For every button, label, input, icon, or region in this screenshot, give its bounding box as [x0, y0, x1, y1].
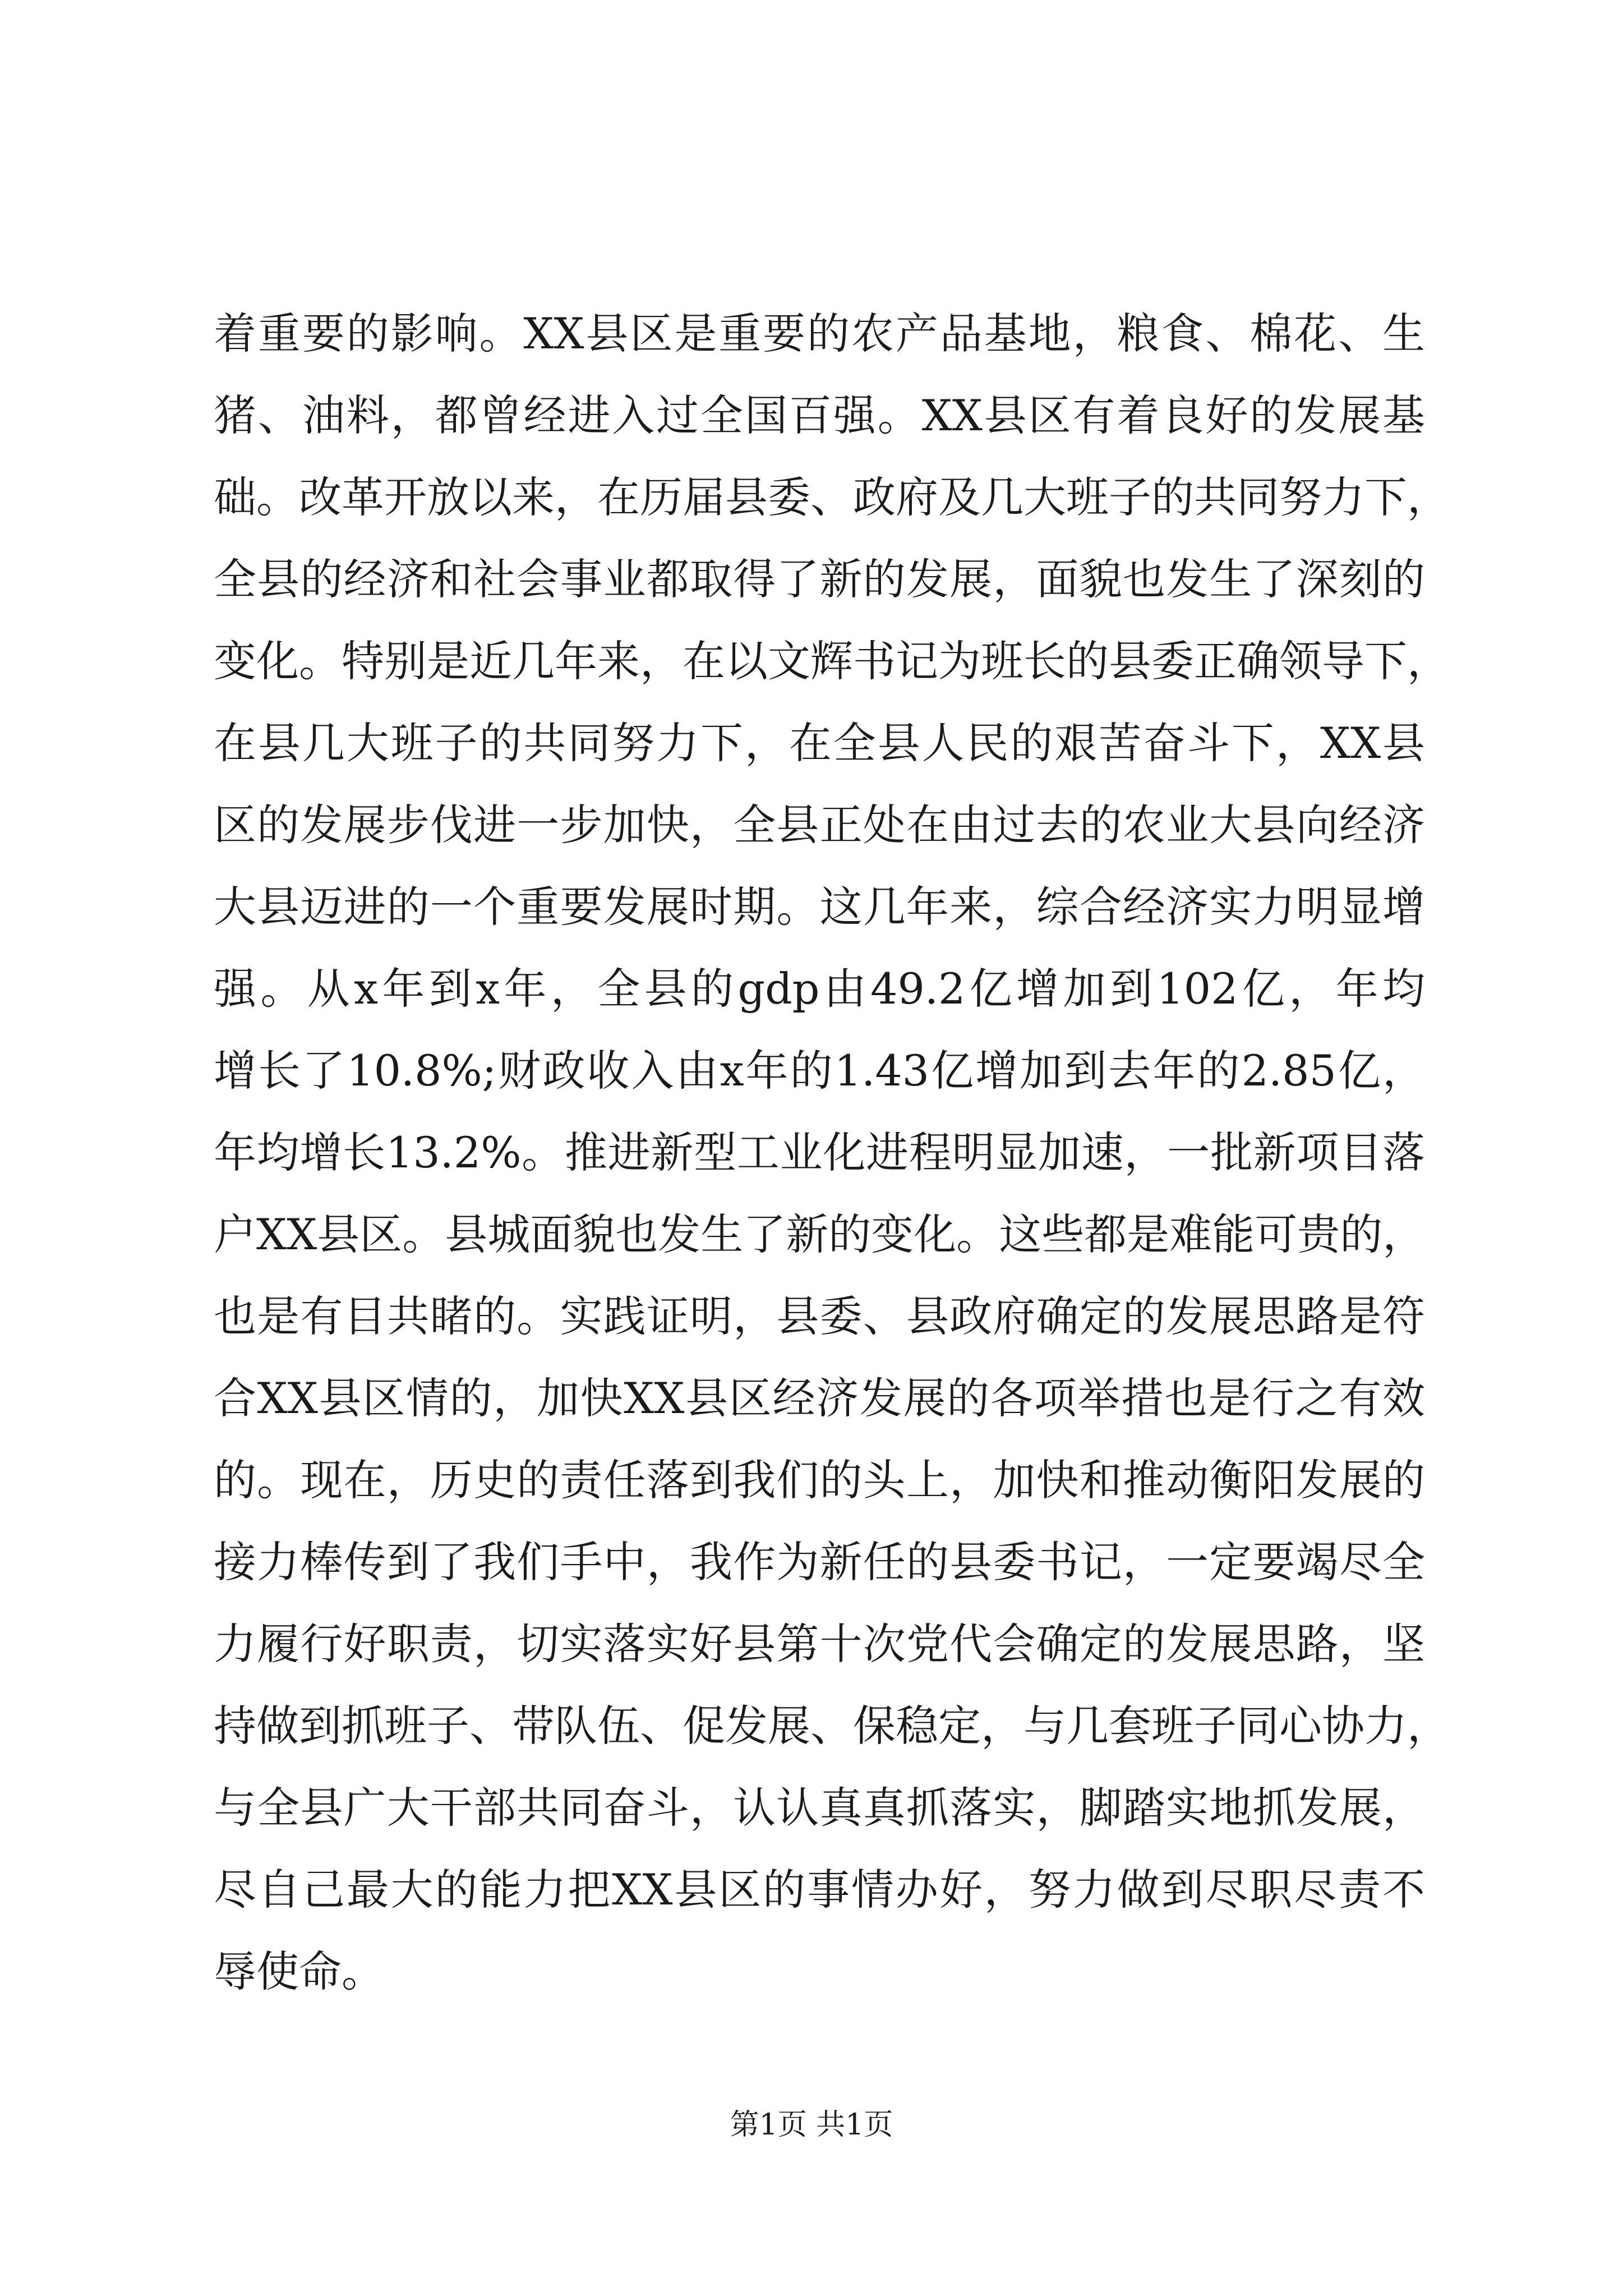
- body-paragraph: [214, 293, 1450, 2013]
- text-line: 也是有目共睹的。实践证明，县委、县政府确定的发展思路是符: [214, 1291, 1425, 1341]
- text-line: 接力棒传到了我们手中，我作为新任的县委书记，一定要竭尽全: [214, 1537, 1425, 1587]
- text-line: 猪、油料，都曾经进入过全国百强。XX县区有着良好的发展基: [214, 390, 1425, 440]
- text-line: 强。从x年到x年，全县的gdp由49.2亿增加到102亿，年均: [214, 964, 1425, 1014]
- text-line: 的。现在，历史的责任落到我们的头上，加快和推动衡阳发展的: [214, 1455, 1425, 1505]
- text-line: 辱使命。: [214, 1947, 384, 1996]
- page-footer: [0, 2108, 1623, 2142]
- text-line: 变化。特别是近几年来，在以文辉书记为班长的县委正确领导下，: [214, 636, 1450, 686]
- text-line: 在县几大班子的共同努力下，在全县人民的艰苦奋斗下，XX县: [214, 718, 1425, 768]
- text-line: 全县的经济和社会事业都取得了新的发展，面貌也发生了深刻的: [214, 554, 1425, 604]
- text-line: 合XX县区情的，加快XX县区经济发展的各项举措也是行之有效: [214, 1373, 1425, 1423]
- text-line: 户XX县区。县城面貌也发生了新的变化。这些都是难能可贵的，: [214, 1209, 1426, 1259]
- text-line: 础。改革开放以来，在历届县委、政府及几大班子的共同努力下，: [214, 472, 1450, 522]
- text-line: 增长了10.8%;财政收入由x年的1.43亿增加到去年的2.85亿，: [214, 1046, 1425, 1096]
- text-line: 力履行好职责，切实落实好县第十次党代会确定的发展思路，坚: [214, 1619, 1425, 1669]
- text-line: 与全县广大干部共同奋斗，认认真真抓落实，脚踏实地抓发展，: [214, 1783, 1425, 1833]
- text-line: 持做到抓班子、带队伍、促发展、保稳定，与几套班子同心协力，: [214, 1701, 1450, 1751]
- text-line: 尽自己最大的能力把XX县区的事情办好，努力做到尽职尽责不: [214, 1865, 1425, 1915]
- text-line: 年均增长13.2%。推进新型工业化进程明显加速，一批新项目落: [214, 1128, 1425, 1177]
- text-line: 大县迈进的一个重要发展时期。这几年来，综合经济实力明显增: [214, 882, 1425, 932]
- page-number-label: 第1页 共1页: [730, 2108, 893, 2142]
- text-line: 区的发展步伐进一步加快，全县正处在由过去的农业大县向经济: [214, 800, 1425, 850]
- text-line: 着重要的影响。XX县区是重要的农产品基地，粮食、棉花、生: [214, 309, 1425, 358]
